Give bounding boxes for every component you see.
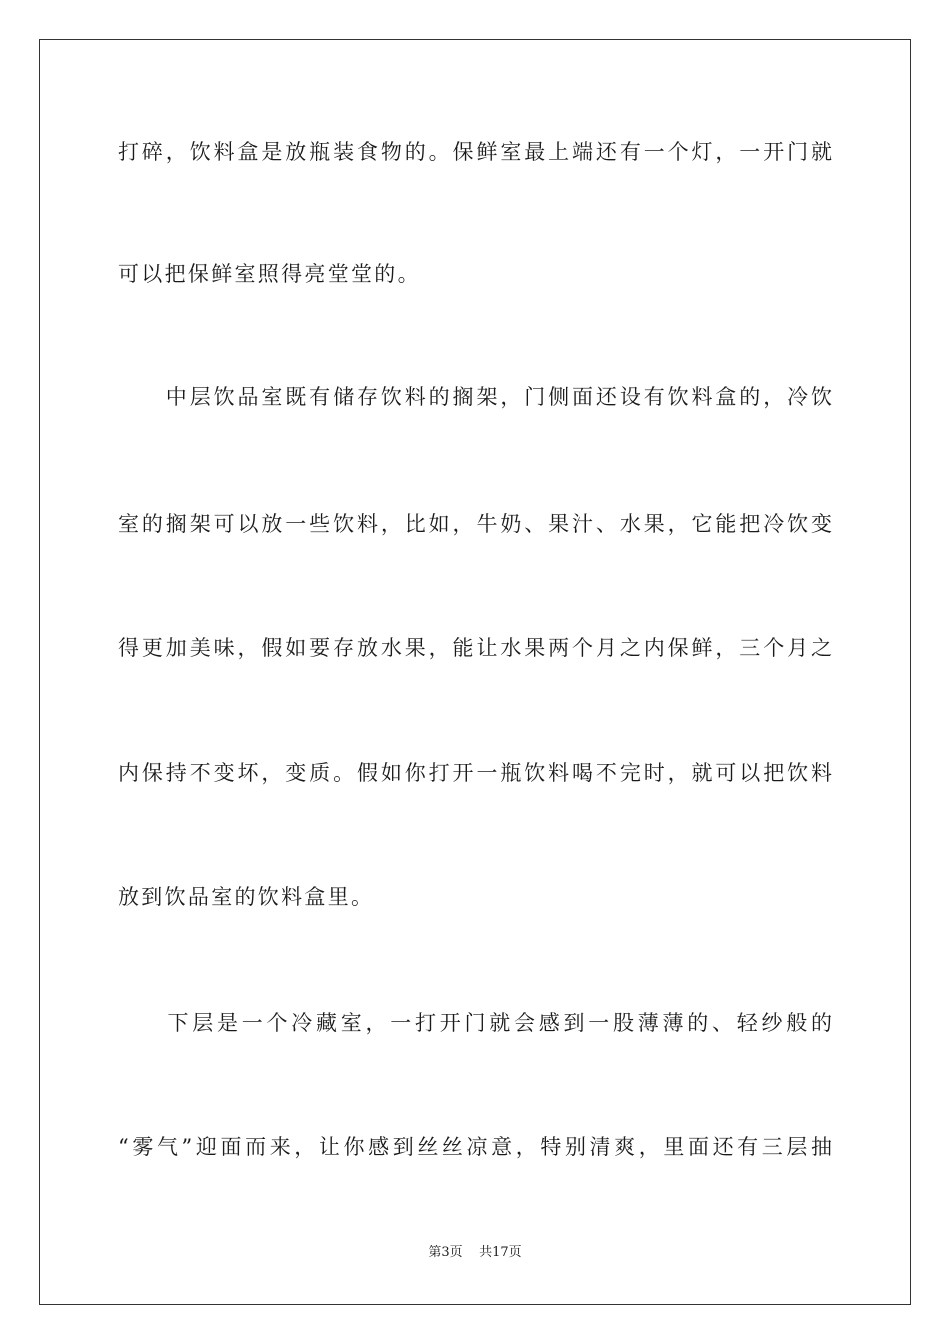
page-total: 共17页 [479,1245,522,1260]
page-number: 第3页 [428,1245,463,1260]
text-line: 可以把保鲜室照得亮堂堂的。 [118,262,421,286]
text-line: 打碎，饮料盒是放瓶装食物的。保鲜室最上端还有一个灯，一开门就 [118,140,832,164]
text-line: 得更加美味，假如要存放水果，能让水果两个月之内保鲜，三个月之 [118,636,832,660]
text-line: “雾气”迎面而来，让你感到丝丝凉意，特别清爽，里面还有三层抽 [118,1135,832,1159]
text-line: 内保持不变坏，变质。假如你打开一瓶饮料喝不完时，就可以把饮料 [118,761,832,785]
text-line: 中层饮品室既有储存饮料的搁架，门侧面还设有饮料盒的，冷饮 [118,385,832,409]
page-border [39,39,911,1305]
text-line: 下层是一个冷藏室，一打开门就会感到一股薄薄的、轻纱般的 [118,1011,832,1035]
text-line: 放到饮品室的饮料盒里。 [118,885,375,909]
text-line: 室的搁架可以放一些饮料，比如，牛奶、果汁、水果，它能把冷饮变 [118,512,832,536]
page-footer [0,1244,950,1262]
